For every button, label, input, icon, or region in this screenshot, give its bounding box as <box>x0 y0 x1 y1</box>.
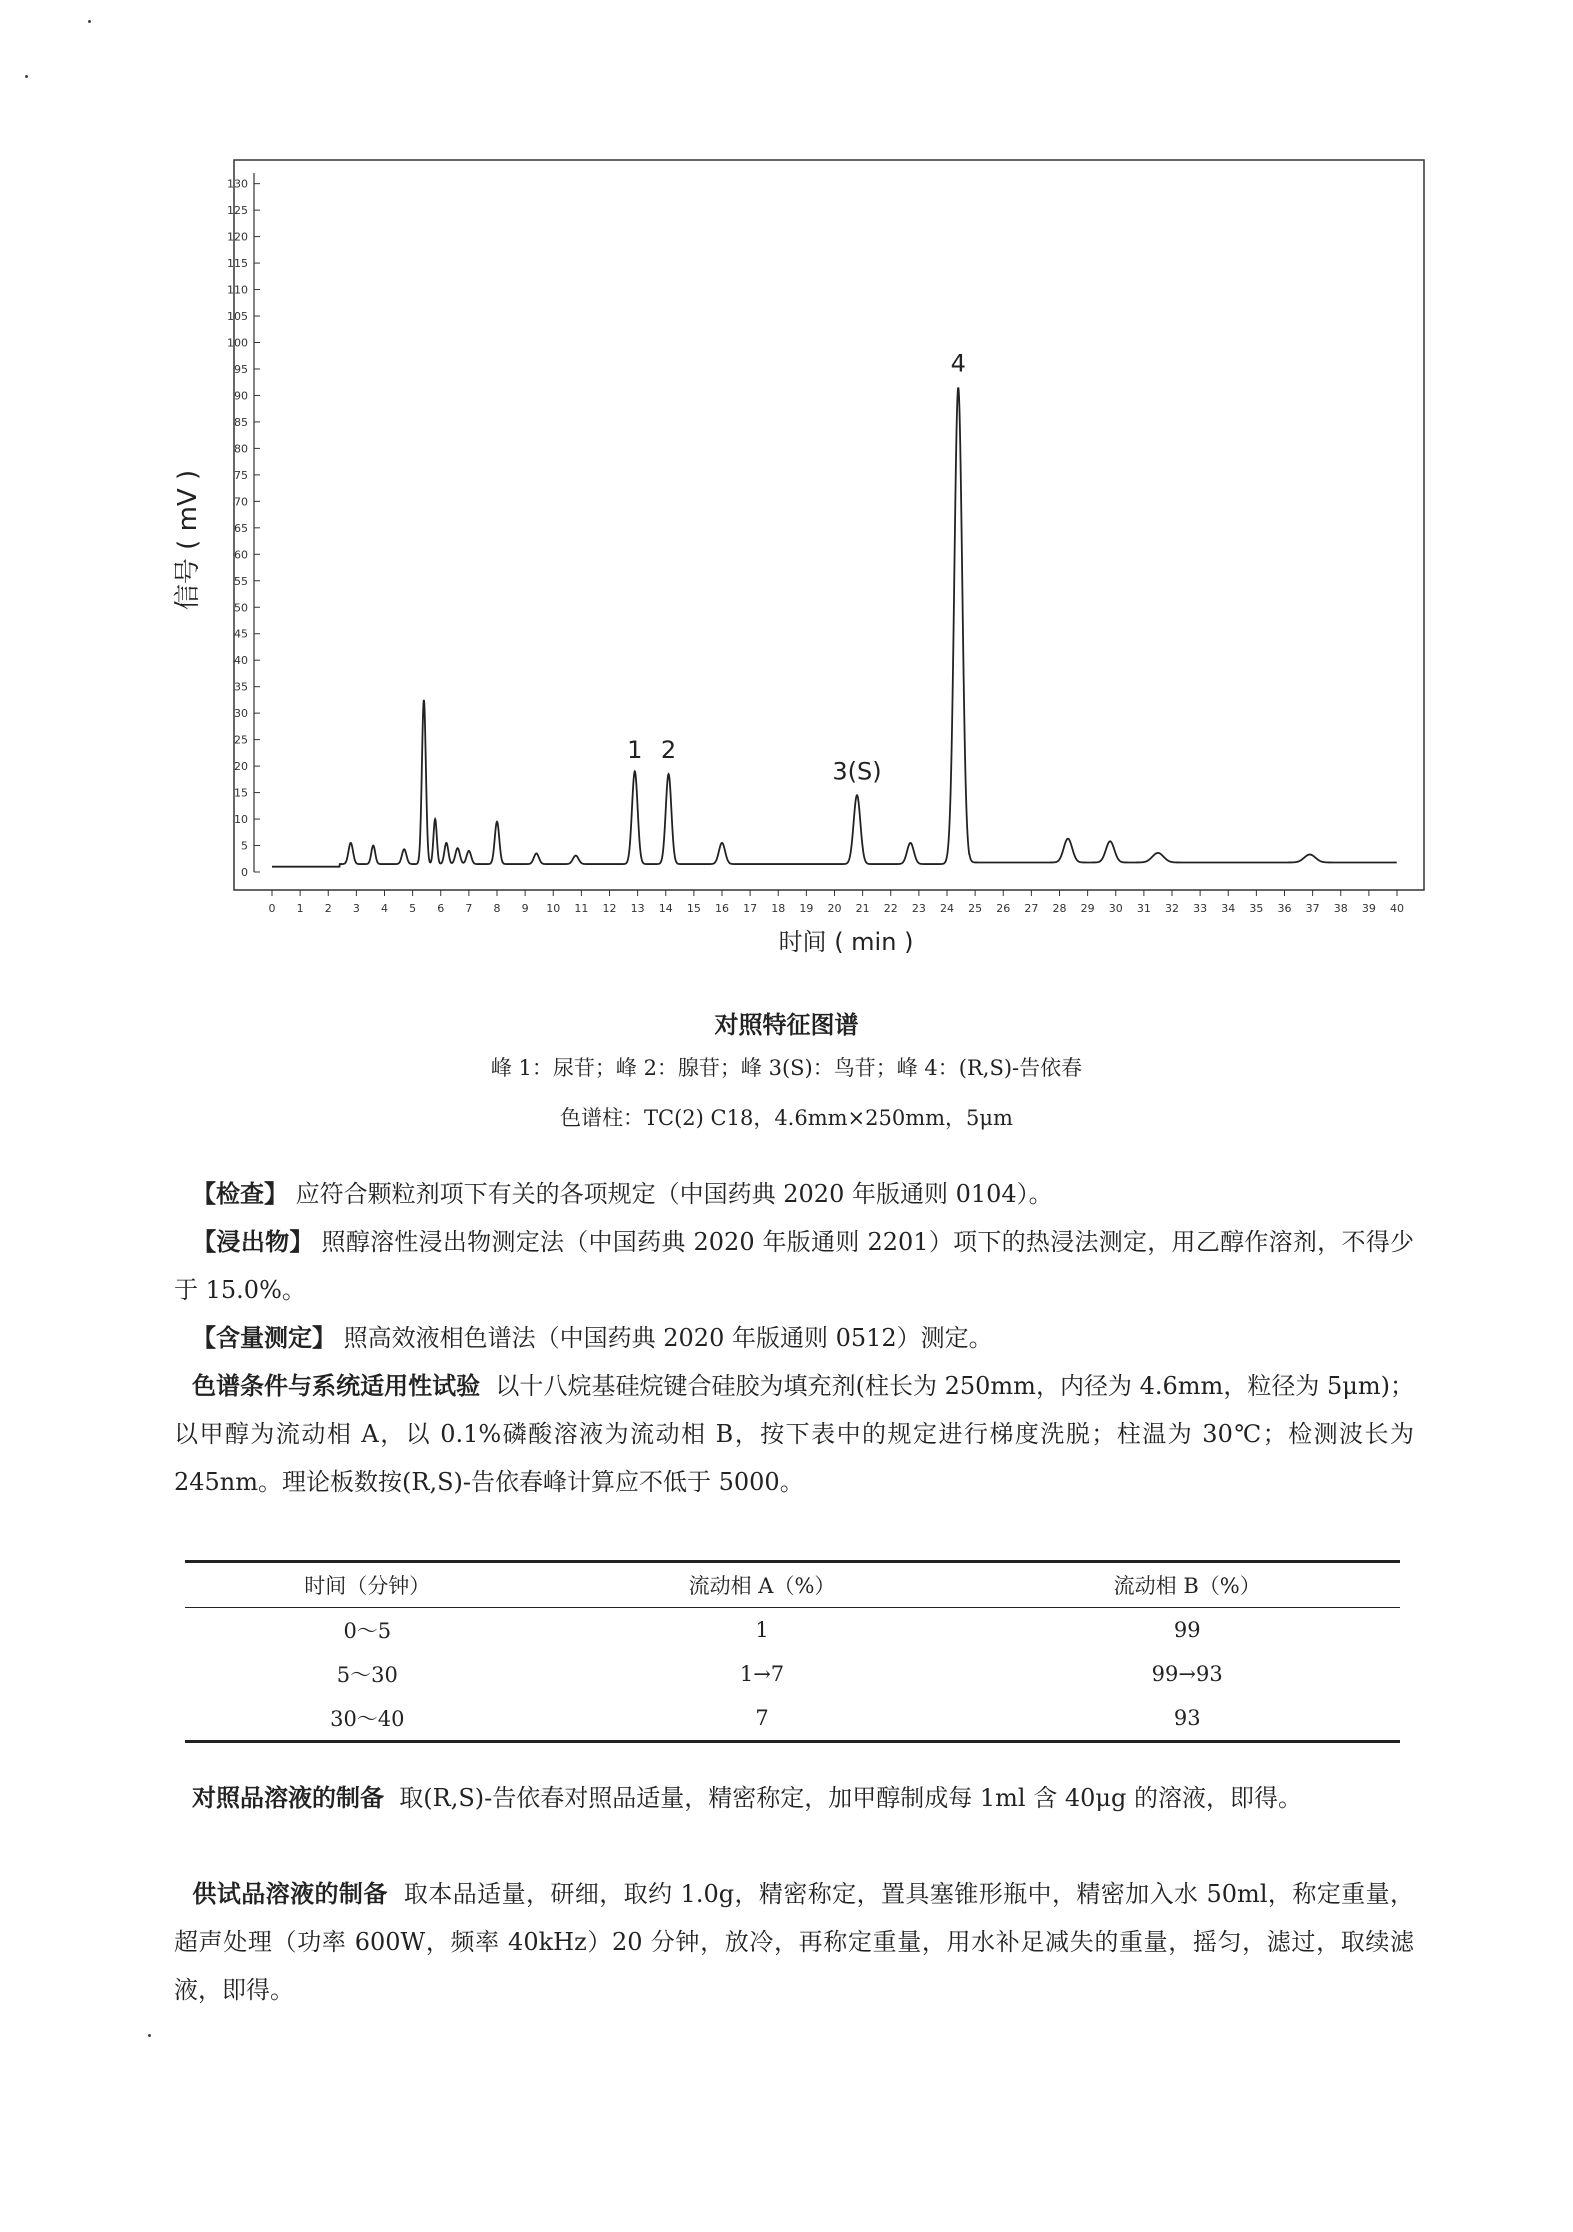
section-text: 以十八烷基硅烷键合硅胶为填充剂(柱长为 250mm，内径为 4.6mm，粒径为 5μm)；以甲醇为流动相 A，以 0.1%磷酸溶液为流动相 B，按下表中的规定进行梯度洗脱；柱温为 30℃；检测波长为 245nm。理论板数按(R,S)-告依春峰计算应不低于 5000。 <box>174 1372 1414 1496</box>
x-tick-label: 3 <box>352 902 360 915</box>
x-tick-label: 13 <box>630 902 645 915</box>
column-info: 色谱柱：TC(2) C18，4.6mm×250mm，5μm <box>560 1106 1013 1130</box>
section-key: 【检查】 <box>192 1180 288 1208</box>
table-cell: 30～40 <box>330 1707 405 1731</box>
y-tick-label: 5 <box>241 839 248 853</box>
x-tick-label: 7 <box>465 902 473 915</box>
x-tick-label: 18 <box>771 902 786 915</box>
section-key: 【含量测定】 <box>192 1324 336 1352</box>
x-tick-label: 5 <box>409 902 417 915</box>
table-cell: 5～30 <box>336 1663 398 1687</box>
header-phase-a: 流动相 A（%） <box>688 1574 836 1598</box>
y-tick-label: 80 <box>234 442 248 456</box>
y-tick-label: 95 <box>234 362 248 376</box>
y-tick-label: 20 <box>234 760 248 774</box>
section-text: 照醇溶性浸出物测定法（中国药典 2020 年版通则 2201）项下的热浸法测定，用乙醇作溶剂，不得少于 15.0%。 <box>174 1228 1414 1304</box>
x-tick-label: 4 <box>381 902 388 915</box>
x-tick-label: 1 <box>296 902 304 915</box>
x-tick-label: 26 <box>996 902 1011 915</box>
x-tick-label: 22 <box>883 902 898 915</box>
figure-title: 对照特征图谱 <box>714 1011 859 1039</box>
y-tick-label: 55 <box>234 574 248 588</box>
x-tick-label: 35 <box>1249 902 1264 915</box>
y-tick-label: 30 <box>234 707 248 721</box>
section-extractive <box>174 1218 1414 1314</box>
section-chromatographic-conditions <box>174 1362 1414 1506</box>
y-axis <box>227 173 260 879</box>
y-tick-label: 125 <box>227 204 248 218</box>
y-tick-label: 100 <box>227 336 248 350</box>
y-tick-label: 120 <box>227 230 248 244</box>
x-tick-label: 34 <box>1221 902 1236 915</box>
section-test-solution <box>174 1870 1414 2014</box>
y-tick-label: 45 <box>234 627 248 641</box>
y-tick-label: 75 <box>234 468 248 482</box>
y-tick-label: 85 <box>234 415 248 429</box>
x-tick-label: 12 <box>602 902 617 915</box>
table-row <box>185 1652 1400 1696</box>
section-inspection <box>174 1170 1414 1218</box>
y-tick-label: 115 <box>227 257 248 271</box>
y-tick-label: 60 <box>234 548 248 562</box>
y-tick-label: 105 <box>227 310 248 324</box>
table-cell: 93 <box>1173 1706 1201 1730</box>
peak-identification: 峰 1：尿苷；峰 2：腺苷；峰 3(S)：鸟苷；峰 4：(R,S)-告依春 <box>490 1056 1083 1080</box>
peak-label: 4 <box>950 349 966 378</box>
y-tick-label: 70 <box>234 495 248 509</box>
x-tick-label: 25 <box>968 902 983 915</box>
y-tick-label: 35 <box>234 680 248 694</box>
x-tick-label: 10 <box>546 902 561 915</box>
section-text: 照高效液相色谱法（中国药典 2020 年版通则 0512）测定。 <box>343 1324 993 1352</box>
peak-labels <box>627 350 966 786</box>
section-text: 取本品适量，研细，取约 1.0g，精密称定，置具塞锥形瓶中，精密加入水 50ml，称定重量，超声处理（功率 600W，频率 40kHz）20 分钟，放冷，再称定重量，用水补足减失的重量，摇匀，滤过，取续滤液，即得。 <box>174 1880 1415 2004</box>
y-axis-title: 信号 ( mV ) <box>173 469 203 611</box>
x-tick-label: 23 <box>911 902 926 915</box>
y-tick-label: 15 <box>234 786 248 800</box>
x-tick-label: 40 <box>1390 902 1404 915</box>
peak-label: 3(S) <box>832 757 882 786</box>
x-tick-label: 29 <box>1080 902 1095 915</box>
y-tick-label: 10 <box>234 813 248 827</box>
x-tick-label: 31 <box>1136 902 1151 915</box>
header-time: 时间（分钟） <box>304 1574 431 1598</box>
section-text: 应符合颗粒剂项下有关的各项规定（中国药典 2020 年版通则 0104）。 <box>295 1180 1053 1208</box>
section-assay <box>174 1314 1414 1362</box>
x-tick-label: 0 <box>268 902 276 915</box>
table-row <box>185 1608 1400 1653</box>
x-tick-label: 8 <box>493 902 501 915</box>
y-tick-label: 110 <box>227 283 248 297</box>
x-tick-label: 11 <box>574 902 589 915</box>
table-cell: 1→7 <box>739 1662 785 1686</box>
scan-speck <box>148 2034 151 2037</box>
y-tick-label: 40 <box>234 654 248 668</box>
x-tick-label: 33 <box>1193 902 1208 915</box>
section-key: 色谱条件与系统适用性试验 <box>192 1372 481 1400</box>
plot-frame <box>234 160 1424 890</box>
x-tick-label: 30 <box>1108 902 1123 915</box>
table-row <box>185 1696 1400 1742</box>
table-cell: 7 <box>755 1706 769 1730</box>
x-tick-label: 19 <box>799 902 814 915</box>
section-key: 【浸出物】 <box>192 1228 314 1256</box>
table-cell: 99 <box>1173 1618 1201 1642</box>
x-axis <box>269 890 1405 915</box>
section-key: 对照品溶液的制备 <box>192 1784 384 1812</box>
x-tick-label: 6 <box>437 902 445 915</box>
section-text: 取(R,S)-告依春对照品适量，精密称定，加甲醇制成每 1ml 含 40μg 的溶液，即得。 <box>399 1784 1302 1812</box>
scan-speck <box>25 75 28 78</box>
chromatogram-trace <box>272 388 1397 867</box>
x-tick-label: 20 <box>827 902 842 915</box>
table-cell: 99→93 <box>1151 1662 1223 1686</box>
chromatogram-chart <box>150 150 1440 960</box>
x-tick-label: 16 <box>715 902 729 915</box>
table-cell: 1 <box>755 1618 769 1642</box>
x-axis-title: 时间 ( min ) <box>778 928 914 956</box>
header-phase-b: 流动相 B（%） <box>1113 1574 1261 1598</box>
x-tick-label: 9 <box>521 902 529 915</box>
gradient-table <box>185 1560 1400 1743</box>
x-tick-label: 36 <box>1277 902 1292 915</box>
x-tick-label: 24 <box>940 902 954 915</box>
table-header-row <box>185 1562 1400 1608</box>
y-tick-label: 90 <box>234 389 248 403</box>
y-tick-label: 50 <box>234 601 248 615</box>
y-tick-label: 25 <box>234 733 248 747</box>
peak-label: 1 <box>627 736 643 765</box>
scan-speck <box>88 20 91 23</box>
y-tick-label: 130 <box>227 177 248 191</box>
x-tick-label: 27 <box>1024 902 1039 915</box>
section-reference-solution <box>174 1774 1414 1822</box>
peak-label: 2 <box>660 736 677 765</box>
x-tick-label: 15 <box>686 902 701 915</box>
table-cell: 0～5 <box>343 1619 392 1643</box>
x-tick-label: 37 <box>1305 902 1320 915</box>
y-tick-label: 0 <box>241 866 248 879</box>
x-tick-label: 32 <box>1165 902 1179 915</box>
x-tick-label: 21 <box>855 902 870 915</box>
section-key: 供试品溶液的制备 <box>192 1880 388 1908</box>
x-tick-label: 2 <box>324 902 332 915</box>
x-tick-label: 17 <box>743 902 758 915</box>
x-tick-label: 39 <box>1361 902 1376 915</box>
x-tick-label: 28 <box>1052 902 1067 915</box>
y-tick-label: 65 <box>234 521 248 535</box>
x-tick-label: 38 <box>1333 902 1348 915</box>
x-tick-label: 14 <box>658 902 673 915</box>
